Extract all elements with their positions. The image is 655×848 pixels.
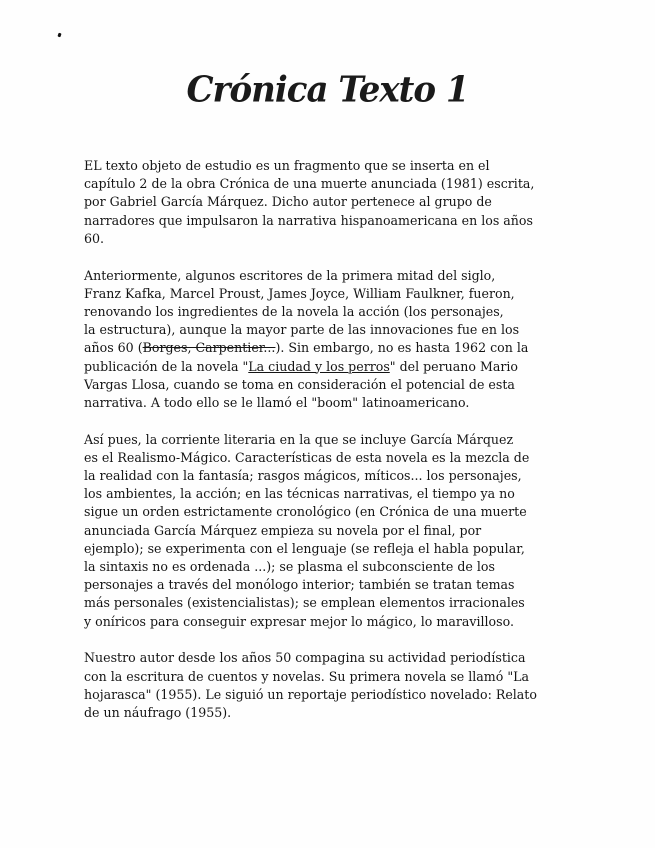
text-line: por Gabriel García Márquez. Dicho autor pertenece al grupo de bbox=[84, 194, 492, 210]
text-line: EL texto objeto de estudio es un fragmento que se inserta en el bbox=[84, 158, 490, 173]
text-line: más personales (existencialistas); se emplean elementos irracionales bbox=[84, 595, 525, 611]
text-line: Vargas Llosa, cuando se toma en consideración el potencial de esta bbox=[84, 376, 515, 392]
paragraph-4 bbox=[84, 649, 584, 722]
text-line: es el Realismo-Mágico. Características de esta novela es la mezcla de bbox=[84, 449, 530, 465]
paragraph-2 bbox=[84, 267, 584, 413]
text-line: los ambientes, la acción; en las técnicas narrativas, el tiempo ya no bbox=[84, 486, 515, 502]
text-line bbox=[84, 339, 584, 357]
text-line: la sintaxis no es ordenada ...); se plasma el subconsciente de los bbox=[84, 559, 495, 575]
text-line: Así pues, la corriente literaria en la que se incluye García Márquez bbox=[84, 431, 514, 447]
paragraph-3 bbox=[84, 431, 584, 631]
text-line: narrativa. A todo ello se le llamó el "boom" latinoamericano. bbox=[84, 394, 470, 410]
text-line: la realidad con la fantasía; rasgos mágicos, míticos... los personajes, bbox=[84, 468, 522, 484]
text-line: sigue un orden estrictamente cronológico (en Crónica de una muerte bbox=[84, 504, 527, 520]
document-body bbox=[84, 157, 584, 741]
struck-text: Borges, Carpentier... bbox=[142, 340, 276, 356]
text-line: narradores que impulsaron la narrativa hispanoamericana en los años bbox=[84, 212, 533, 228]
text-line: Anteriormente, algunos escritores de la primera mitad del siglo, bbox=[84, 267, 496, 283]
text-line: 60. bbox=[84, 230, 105, 246]
text-line: personajes a través del monólogo interior; también se tratan temas bbox=[84, 577, 515, 593]
text-line: ejemplo); se experimenta con el lenguaje (se refleja el habla popular, bbox=[84, 540, 525, 556]
text-segment: " del peruano Mario bbox=[389, 358, 519, 374]
text-line: de un náufrago (1955). bbox=[84, 704, 232, 720]
scan-speck bbox=[57, 33, 61, 38]
text-line bbox=[84, 358, 584, 376]
text-line: renovando los ingredientes de la novela la acción (los personajes, bbox=[84, 303, 504, 319]
text-segment: años 60 ( bbox=[84, 340, 143, 356]
text-line: y oníricos para conseguir expresar mejor lo mágico, lo maravilloso. bbox=[84, 613, 514, 629]
text-segment: ). Sin embargo, no es hasta 1962 con la bbox=[275, 340, 529, 356]
underlined-title: La ciudad y los perros bbox=[248, 358, 390, 374]
text-line: la estructura), aunque la mayor parte de las innovaciones fue en los bbox=[84, 322, 520, 338]
text-segment: publicación de la novela " bbox=[84, 358, 249, 374]
text-line: capítulo 2 de la obra Crónica de una muerte anunciada (1981) escrita, bbox=[84, 176, 535, 192]
paragraph-1 bbox=[84, 157, 584, 248]
text-line: Nuestro autor desde los años 50 compagina su actividad periodística bbox=[84, 650, 526, 666]
text-line: con la escritura de cuentos y novelas. Su primera novela se llamó "La bbox=[84, 668, 529, 684]
text-line: hojarasca" (1955). Le siguió un reportaje periodístico novelado: Relato bbox=[84, 686, 537, 702]
text-line: Franz Kafka, Marcel Proust, James Joyce, William Faulkner, fueron, bbox=[84, 285, 515, 301]
text-line: anunciada García Márquez empieza su novela por el final, por bbox=[84, 522, 482, 538]
page-title: Crónica Texto 1 bbox=[186, 69, 469, 111]
